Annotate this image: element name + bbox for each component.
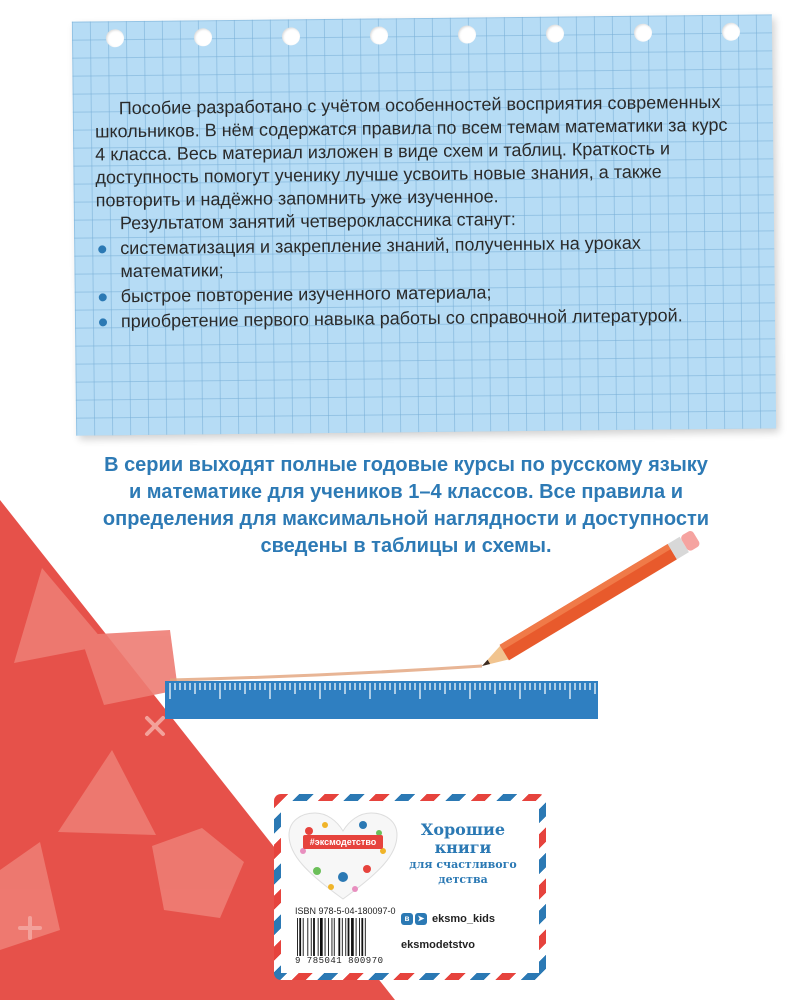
notebook-paper	[72, 14, 776, 435]
binder-hole	[634, 24, 652, 42]
binder-hole	[458, 25, 476, 43]
pencil-line	[170, 666, 482, 680]
isbn-label: ISBN 978-5-04-180097-0	[295, 906, 396, 916]
slogan: Хорошие книги для счастливого детства	[409, 820, 517, 886]
bullet-icon	[99, 293, 107, 301]
list-item: систематизация и закрепление знаний, полученных на уроках математики;	[96, 231, 736, 284]
publisher-sticker	[274, 794, 546, 980]
binder-hole	[282, 27, 300, 45]
barcode-digits: 9 785041 800970	[295, 956, 384, 966]
heart-logo-icon	[287, 811, 399, 903]
barcode-icon	[295, 918, 395, 956]
results-list	[96, 231, 737, 334]
list-item: быстрое повторение изученного материала;	[97, 279, 737, 309]
binder-hole	[722, 23, 740, 41]
list-item: приобретение первого навыка работы со справочной литературой.	[97, 304, 737, 334]
social-handle-kids: в ➤ eksmo_kids	[401, 913, 495, 925]
description-text	[95, 91, 737, 336]
ruler	[165, 681, 600, 719]
bullet-icon	[99, 318, 107, 326]
binder-hole	[106, 29, 124, 47]
social-handle-detstvo: eksmodetstvo	[401, 939, 475, 951]
binder-hole	[546, 25, 564, 43]
telegram-icon: ➤	[415, 913, 427, 925]
series-description: В серии выходят полные годовые курсы по русскому языку и математике для учеников 1–4 классов. Все правила и определения для максимальной наглядности и доступности сведены в таблицы и схемы.	[102, 454, 710, 557]
binder-hole	[370, 26, 388, 44]
description-paragraph: Пособие разработано с учётом особенностей восприятия современных школьников. В нём содержатся правила по всем темам математики за курс 4 класса. Весь материал изложен в виде схем и таблиц. Краткость и доступность помогут ученику лучше усвоить новые знания, а также повторить и надёжно запомнить уже изученное.	[94, 91, 728, 211]
binder-hole	[194, 28, 212, 46]
vk-icon: в	[401, 913, 413, 925]
bullet-icon	[98, 245, 106, 253]
results-intro: Результатом занятий четвероклассника станут:	[119, 209, 516, 234]
hashtag-label: #эксмодетство	[303, 835, 383, 849]
